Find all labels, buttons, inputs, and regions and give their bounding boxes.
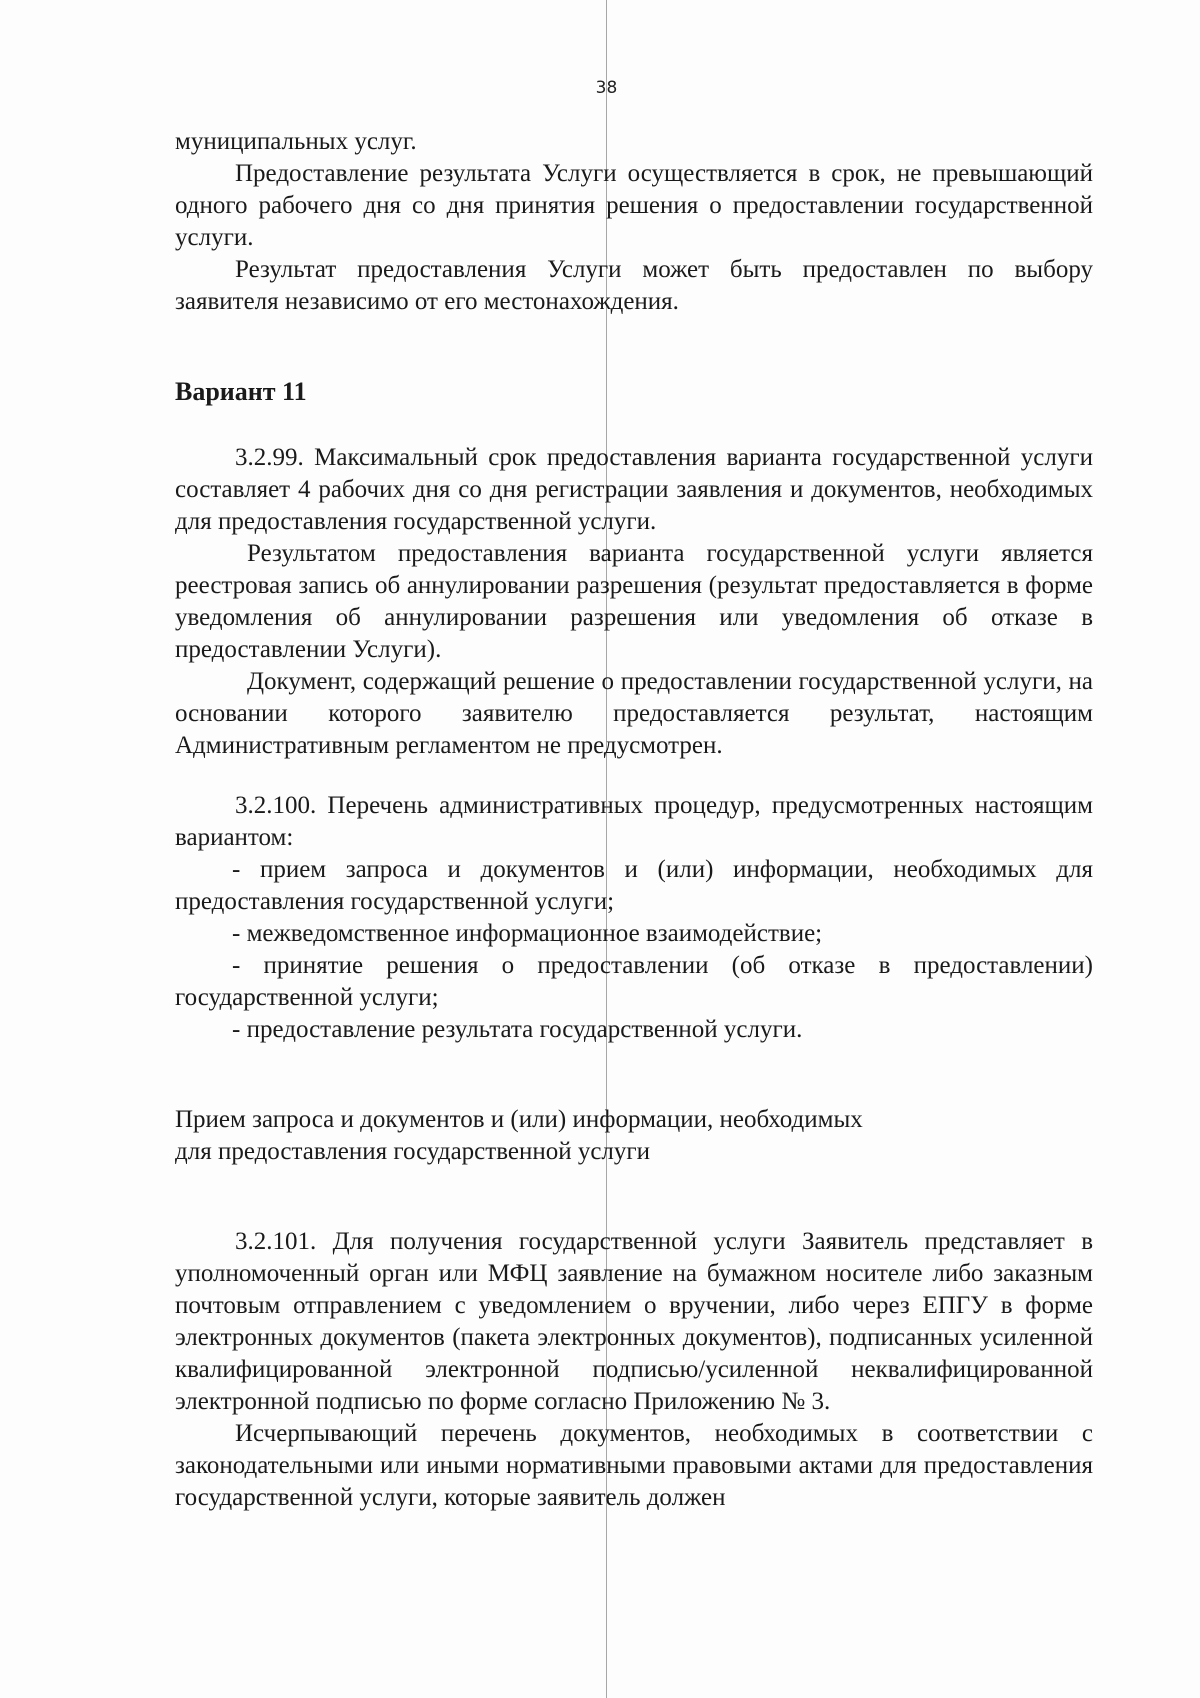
paragraph: 3.2.100. Перечень административных процедур, предусмотренных настоящим вариантом: <box>175 792 1093 851</box>
paragraph: Результатом предоставления варианта государственной услуги является реестровая запись об аннулировании разрешения (результат предоставляется в форме уведомления об аннулировании разрешения или уведомления об отказе в предоставлении Услуги). <box>175 540 1093 663</box>
list-item: - предоставление результата государственной услуги. <box>232 1016 803 1043</box>
paragraph: Исчерпывающий перечень документов, необходимых в соответствии с законодательными или иными нормативными правовыми актами для предоставления государственной услуги, которые заявитель должен <box>175 1420 1093 1511</box>
paragraph-continuation: муниципальных услуг. <box>175 128 417 155</box>
page-number: 38 <box>595 78 618 98</box>
document-body <box>175 126 1093 1514</box>
variant-heading: Вариант 11 <box>175 377 307 406</box>
list-item: - межведомственное информационное взаимодействие; <box>232 920 823 947</box>
paragraph: 3.2.99. Максимальный срок предоставления варианта государственной услуги составляет 4 рабочих дня со дня регистрации заявления и документов, необходимых для предоставления государственной услуги. <box>175 444 1093 535</box>
paragraph: Документ, содержащий решение о предоставлении государственной услуги, на основании которого заявителю предоставляется результат, настоящим Административным регламентом не предусмотрен. <box>175 668 1093 759</box>
subsection-heading-line2: для предоставления государственной услуги <box>175 1138 651 1165</box>
list-item: - прием запроса и документов и (или) информации, необходимых для предоставления государственной услуги; <box>175 856 1093 915</box>
paragraph: 3.2.101. Для получения государственной услуги Заявитель представляет в уполномоченный орган или МФЦ заявление на бумажном носителе либо заказным почтовым отправлением с уведомлением о вручении, либо через ЕПГУ в форме электронных документов (пакета электронных документов), подписанных усиленной квалифицированной электронной подписью/усиленной неквалифицированной электронной подписью по форме согласно Приложению № 3. <box>175 1228 1093 1415</box>
paragraph: Результат предоставления Услуги может быть предоставлен по выбору заявителя независимо от его местонахождения. <box>175 256 1093 315</box>
paragraph: Предоставление результата Услуги осуществляется в срок, не превышающий одного рабочего дня со дня принятия решения о предоставлении государственной услуги. <box>175 160 1093 251</box>
list-item: - принятие решения о предоставлении (об отказе в предоставлении) государственной услуги; <box>175 952 1093 1011</box>
subsection-heading-line1: Прием запроса и документов и (или) информации, необходимых <box>175 1106 863 1133</box>
